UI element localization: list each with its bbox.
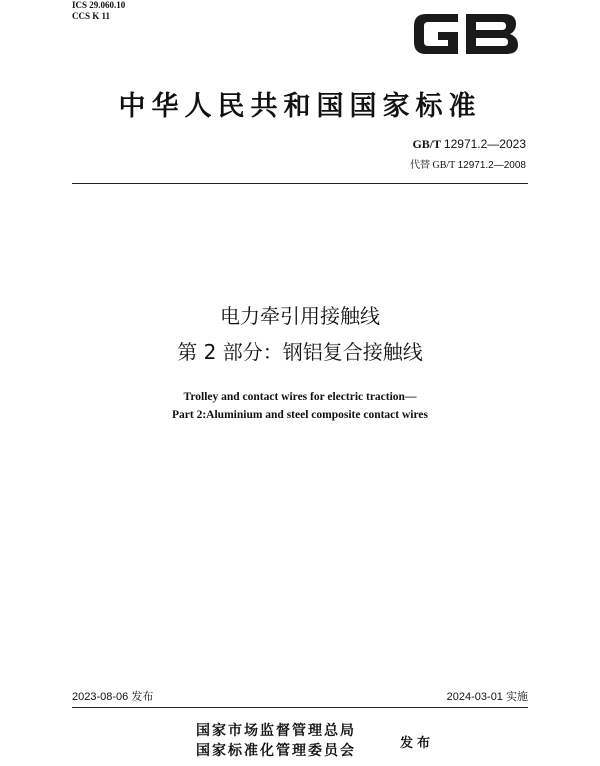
title-cn-line1: 电力牵引用接触线: [220, 304, 380, 328]
top-divider: [72, 183, 528, 184]
ccs-code: CCS K 11: [72, 11, 111, 21]
title-en-line2: Part 2:Aluminium and steel composite contact wires: [172, 409, 428, 421]
ics-code: ICS 29.060.10: [72, 0, 126, 10]
gb-logo-text: GB: [408, 6, 410, 7]
standard-number: [412, 137, 526, 152]
publish-date: [72, 688, 153, 704]
issuing-authorities: [196, 721, 356, 761]
standard-prefix: GB/T: [412, 137, 441, 151]
implement-date-value: 2024-03-01: [446, 691, 503, 703]
title-cn-line2: 第 2 部分：钢铝复合接触线: [177, 340, 423, 364]
replaces-code: 12971.2—2008: [457, 160, 526, 171]
replaces-line: [410, 156, 526, 171]
replaces-prefix: 代替 GB/T: [409, 160, 456, 171]
issue-label: 发布: [400, 736, 435, 751]
issuer-1: 国家市场监督管理总局: [196, 723, 356, 739]
title-en-line1: Trolley and contact wires for electric traction—: [183, 391, 417, 403]
bottom-divider: [72, 707, 528, 708]
classification-codes: [72, 0, 125, 22]
implement-date-suffix: 实施: [506, 690, 528, 703]
standard-code: 12971.2—2023: [443, 137, 526, 151]
publish-date-value: 2023-08-06: [72, 691, 129, 703]
implement-date: [447, 688, 528, 704]
gb-logo: [408, 6, 524, 62]
publish-date-suffix: 发布: [131, 690, 154, 703]
issuer-2: 国家标准化管理委员会: [196, 743, 356, 759]
country-standard-title: 中华人民共和国国家标准: [118, 91, 482, 122]
